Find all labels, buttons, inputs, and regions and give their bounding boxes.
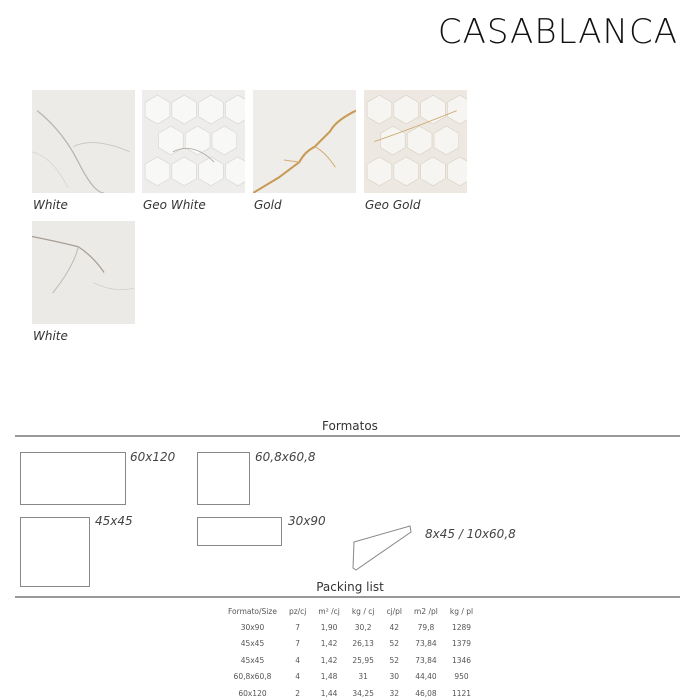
cell: 79,8 xyxy=(417,623,435,633)
cell: 4 xyxy=(295,655,301,665)
cell: 60,8x60,8 xyxy=(233,672,272,682)
cell: 7 xyxy=(295,623,301,633)
cell: 1,90 xyxy=(320,623,338,633)
cell: 30x90 xyxy=(240,623,265,633)
cell: 4 xyxy=(295,672,301,682)
col-header: cj/pl xyxy=(386,606,403,616)
tile-label: Geo Gold xyxy=(365,198,421,212)
tile-label: Gold xyxy=(254,198,282,212)
table-row xyxy=(222,619,479,635)
tile-gold xyxy=(253,90,356,193)
cell: 1,42 xyxy=(320,655,338,665)
format-shape-60x60 xyxy=(197,452,250,505)
tile-geo-white xyxy=(142,90,245,193)
cell: 31 xyxy=(358,672,368,682)
tile-white xyxy=(32,90,135,193)
cell: 45x45 xyxy=(240,655,265,665)
format-shape-60x120 xyxy=(20,452,126,505)
cell: 26,13 xyxy=(352,639,374,649)
col-header: m2 /pl xyxy=(414,606,438,616)
cell: 30 xyxy=(389,672,399,682)
table-header xyxy=(222,603,479,619)
divider xyxy=(15,596,680,598)
cell: 950 xyxy=(454,672,469,682)
cell: 1346 xyxy=(451,655,472,665)
cell: 73,84 xyxy=(415,655,437,665)
cell: 30,2 xyxy=(354,623,372,633)
format-label: 60,8x60,8 xyxy=(255,450,316,464)
format-label: 30x90 xyxy=(288,514,326,528)
cell: 46,08 xyxy=(415,688,437,698)
tile-label: White xyxy=(33,329,68,343)
table-row xyxy=(222,652,479,668)
tile-white-2 xyxy=(32,221,135,324)
col-header: kg / pl xyxy=(449,606,474,616)
format-shape-30x90 xyxy=(197,517,282,546)
packing-title: Packing list xyxy=(316,580,384,594)
col-header: kg / cj xyxy=(351,606,375,616)
col-header: Formato/Size xyxy=(228,606,277,616)
table-row xyxy=(222,685,479,700)
cell: 45x45 xyxy=(240,639,265,649)
cell: 52 xyxy=(389,639,399,649)
format-shape-45x45 xyxy=(20,517,90,587)
cell: 1121 xyxy=(451,688,472,698)
cell: 34,25 xyxy=(352,688,374,698)
cell: 7 xyxy=(295,639,301,649)
tile-label: Geo White xyxy=(143,198,206,212)
cell: 2 xyxy=(295,688,301,698)
cell: 1379 xyxy=(451,639,472,649)
table-row xyxy=(222,669,479,685)
tile-label: White xyxy=(33,198,68,212)
cell: 1,44 xyxy=(320,688,338,698)
tile-geo-gold xyxy=(364,90,467,193)
format-label: 60x120 xyxy=(130,450,176,464)
format-label: 45x45 xyxy=(95,514,133,528)
col-header: m² /cj xyxy=(318,606,340,616)
table-row xyxy=(222,636,479,652)
cell: 52 xyxy=(389,655,399,665)
cell: 44,40 xyxy=(415,672,437,682)
cell: 25,95 xyxy=(352,655,374,665)
formats-title: Formatos xyxy=(322,419,378,433)
cell: 1,42 xyxy=(320,639,338,649)
packing-table xyxy=(222,603,479,700)
col-header: pz/cj xyxy=(288,606,307,616)
cell: 73,84 xyxy=(415,639,437,649)
cell: 1,48 xyxy=(320,672,338,682)
format-label: 8x45 / 10x60,8 xyxy=(425,527,516,541)
divider xyxy=(15,435,680,437)
brand-title: CASABLANCA xyxy=(437,12,678,52)
cell: 42 xyxy=(389,623,399,633)
cell: 60x120 xyxy=(238,688,267,698)
cell: 1289 xyxy=(451,623,472,633)
cell: 32 xyxy=(389,688,399,698)
bullnose-shape xyxy=(348,522,418,572)
